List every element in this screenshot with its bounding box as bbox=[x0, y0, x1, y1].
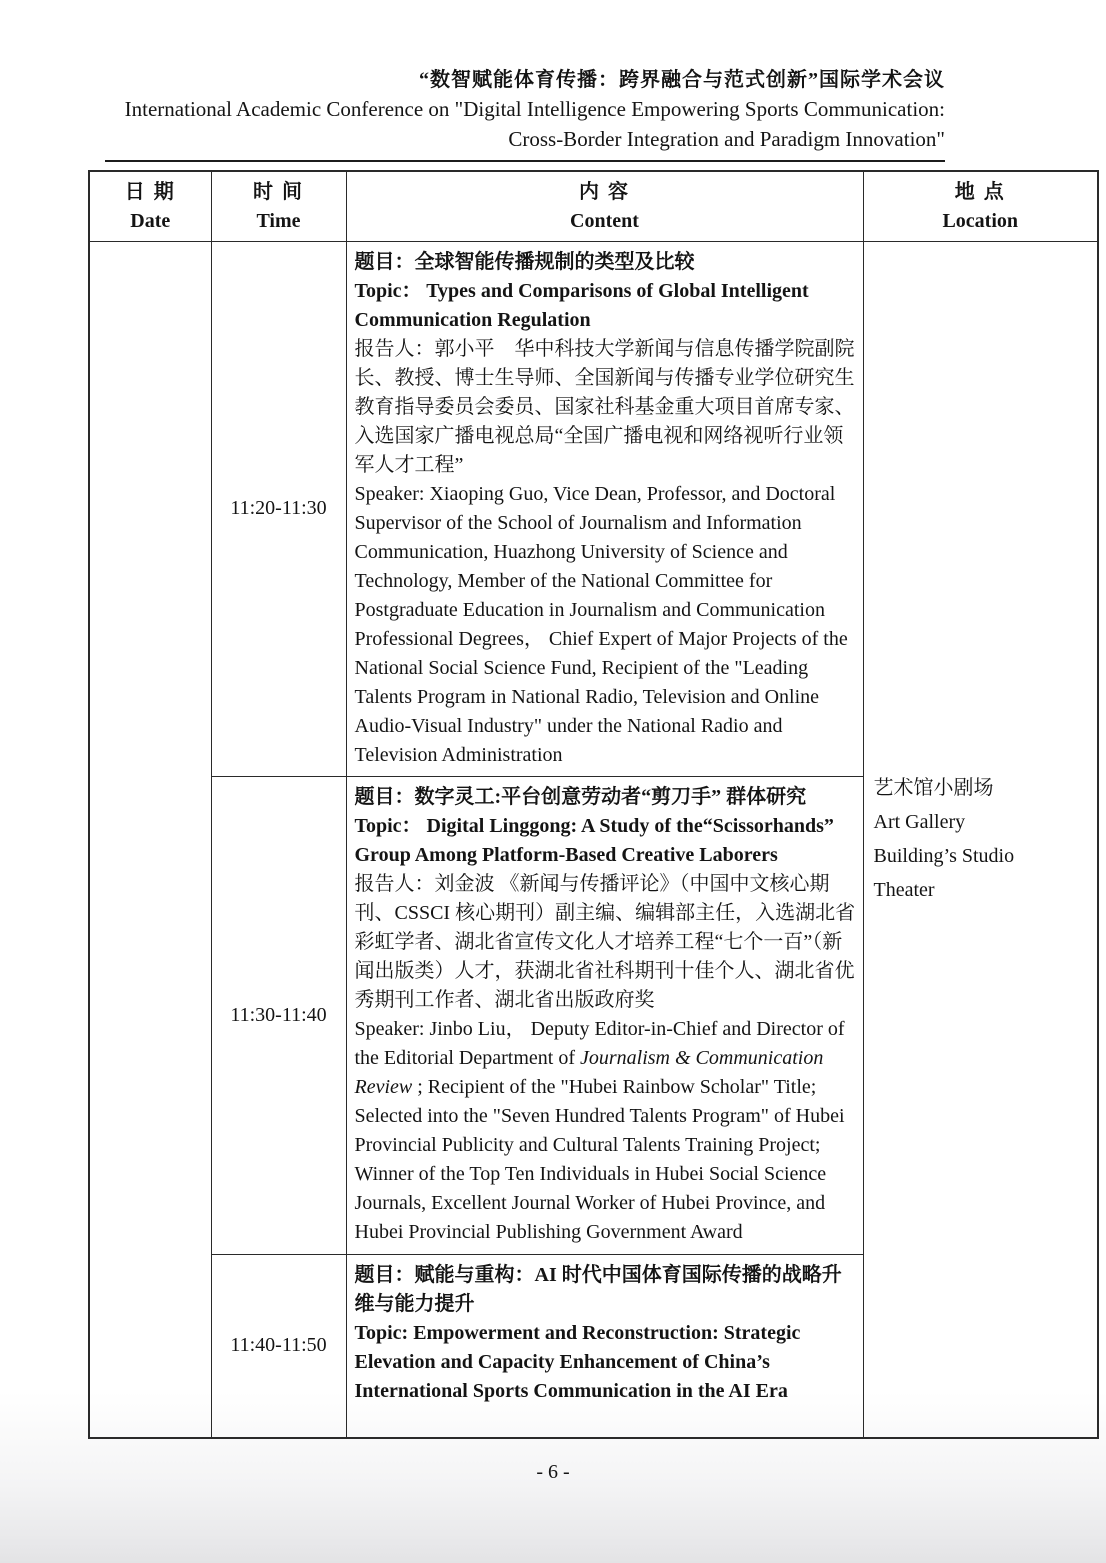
column-header-time bbox=[211, 171, 346, 241]
time-cell-2: 11:30-11:40 bbox=[211, 776, 346, 1254]
schedule-row-1 bbox=[89, 241, 1098, 776]
location-line-en-2: Building’s Studio bbox=[873, 845, 1015, 868]
content-cell-1 bbox=[346, 241, 863, 776]
session-topic-en: Topic： Types and Comparisons of Global Intelligent Communication Regulation bbox=[354, 279, 809, 331]
page-number: - 6 - bbox=[536, 1461, 570, 1483]
time-cell-3: 11:40-11:50 bbox=[211, 1254, 346, 1438]
session-title-zh: 题目：赋能与重构：AI 时代中国体育国际传播的战略升维与能力提升 bbox=[354, 1263, 842, 1315]
column-header-time-en: Time bbox=[256, 210, 301, 233]
content-cell-2 bbox=[346, 776, 863, 1254]
speaker-en-text: Speaker: Jinbo Liu， Deputy Editor-in-Chief and Director of the Editorial Department of bbox=[354, 1017, 845, 1069]
speaker-info-en bbox=[355, 1015, 856, 1247]
column-header-content-zh: 内 容 bbox=[579, 181, 630, 204]
table-header-row bbox=[89, 171, 1098, 241]
location-line-en-3: Theater bbox=[873, 879, 935, 902]
column-header-location bbox=[863, 171, 1098, 241]
journal-name-italic: Journalism & Communication Review bbox=[354, 1046, 824, 1098]
session-topic-en: Topic: Empowerment and Reconstruction: Strategic Elevation and Capacity Enhancement of China’s International Sports Communication in the AI Era bbox=[354, 1321, 801, 1402]
column-header-time-zh: 时 间 bbox=[253, 181, 304, 204]
conference-title-en-line2: Cross-Border Integration and Paradigm Innovation" bbox=[508, 127, 945, 151]
column-header-location-en: Location bbox=[942, 210, 1019, 233]
column-header-date bbox=[89, 171, 211, 241]
location-cell bbox=[863, 241, 1098, 1438]
session-title-zh: 题目：全球智能传播规制的类型及比较 bbox=[354, 250, 695, 273]
column-header-date-zh: 日 期 bbox=[124, 181, 176, 204]
speaker-en-text: ; Recipient of the "Hubei Rainbow Scholar" Title; Selected into the "Seven Hundred Talents Program" of Hubei Provincial Publicity and Cultural Talents Training Project; Winner of the Top Ten Individuals in Hubei Social Science Journals, Excellent Journal Worker of Hubei Province, and Hubei Provincial Publishing Government Award bbox=[354, 1075, 845, 1243]
time-cell-1: 11:20-11:30 bbox=[211, 241, 346, 776]
schedule-table bbox=[88, 170, 1099, 1439]
column-header-location-zh: 地 点 bbox=[954, 181, 1006, 204]
speaker-info-zh: 报告人：郭小平 华中科技大学新闻与信息传播学院副院长、教授、博士生导师、全国新闻与传播专业学位研究生教育指导委员会委员、国家社科基金重大项目首席专家、入选国家广播电视总局“全国广播电视和网络视听行业领军人才工程” bbox=[354, 337, 855, 476]
session-title-zh: 题目：数字灵工:平台创意劳动者“剪刀手” 群体研究 bbox=[354, 785, 807, 808]
session-topic-en: Topic： Digital Linggong: A Study of the“Scissorhands” Group Among Platform-Based Creative Laborers bbox=[354, 814, 834, 866]
column-header-content-en: Content bbox=[570, 210, 639, 233]
column-header-content bbox=[346, 171, 863, 241]
document-header bbox=[105, 0, 945, 162]
speaker-info-en: Speaker: Xiaoping Guo, Vice Dean, Professor, and Doctoral Supervisor of the School of Journalism and Information Communication, Huazhong University of Science and Technology, Member of the National Committee for Postgraduate Education in Journalism and Communication Professional Degrees， Chief Expert of Major Projects of the National Social Science Fund, Recipient of the "Leading Talents Program in National Radio, Television and Online Audio-Visual Industry" under the National Radio and Television Administration bbox=[354, 482, 848, 766]
location-line-en-1: Art Gallery bbox=[873, 811, 966, 834]
conference-title-en-line1: International Academic Conference on "Digital Intelligence Empowering Sports Communication: bbox=[124, 97, 945, 121]
speaker-info-zh: 报告人：刘金波 《新闻与传播评论》（中国中文核心期刊、CSSCI 核心期刊）副主编、编辑部主任，入选湖北省彩虹学者、湖北省宣传文化人才培养工程“七个一百”（新闻出版类）人才，获湖北省社科期刊十佳个人、湖北省优秀期刊工作者、湖北省出版政府奖 bbox=[354, 872, 856, 1011]
conference-title-zh: “数智赋能体育传播：跨界融合与范式创新”国际学术会议 bbox=[419, 69, 945, 91]
date-cell bbox=[89, 241, 211, 1438]
column-header-date-en: Date bbox=[130, 210, 171, 233]
location-line-zh: 艺术馆小剧场 bbox=[873, 777, 994, 800]
content-cell-3 bbox=[346, 1254, 863, 1438]
